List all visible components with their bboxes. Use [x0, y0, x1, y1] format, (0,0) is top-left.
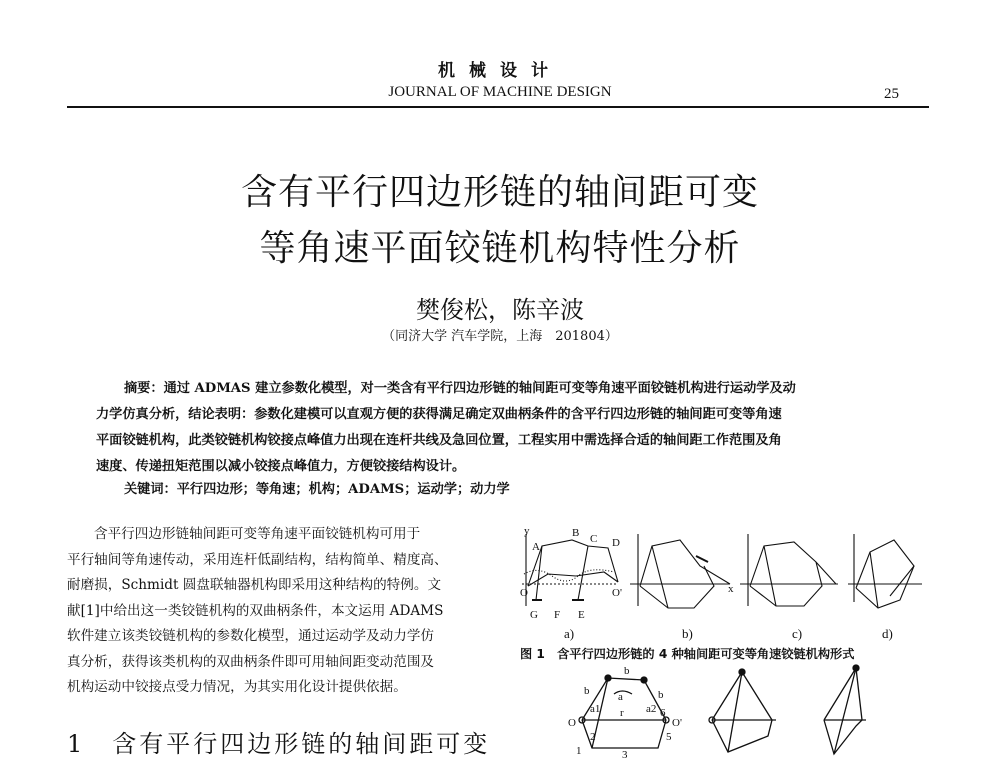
subfigure-label-c: c)	[792, 626, 803, 641]
fig2-label-3: 3	[622, 749, 628, 760]
fig2-label-b-left: b	[584, 685, 590, 697]
fig1-label-O-prime: O'	[612, 587, 622, 599]
subfigure-d	[848, 534, 922, 608]
fig1-label-O: O	[520, 587, 528, 599]
fig2-label-b-right: b	[658, 689, 664, 701]
body-line: 软件建立该类铰链机构的参数化模型，通过运动学及动力学仿	[67, 628, 435, 644]
sketch-3	[824, 665, 866, 754]
fig2-label-r: r	[620, 707, 624, 719]
fig1-label-B: B	[572, 527, 580, 539]
body-paragraph	[67, 522, 479, 701]
paper-title-line-1: 含有平行四边形链的轴间距可变	[240, 172, 759, 213]
fig1-label-G: G	[530, 609, 538, 621]
abstract-line: 力学仿真分析，结论表明：参数化建模可以直观方便的获得满足确定双曲柄条件的含平行四边形链的轴间距可变等角速	[96, 407, 782, 422]
abstract-line: 速度、传递扭矩范围以减小铰接点峰值力，方便铰接结构设计。	[96, 459, 466, 474]
figure-1-linkage-diagrams	[518, 526, 926, 644]
subfigure-labels	[564, 626, 893, 641]
subfigure-b	[630, 534, 730, 608]
keywords-label: 关键词：	[124, 482, 177, 497]
journal-title-en: JOURNAL OF MACHINE DESIGN	[388, 84, 612, 100]
page-number: 25	[884, 86, 899, 102]
body-line: 含平行四边形链轴间距可变等角速平面铰链机构可用于	[94, 526, 421, 542]
fig2-label-1: 1	[576, 745, 582, 757]
body-line: 机构运动中铰接点受力情况，为其实用化设计提供依据。	[67, 679, 407, 695]
body-line: 献[1]中给出这一类铰链机构的双曲柄条件，本文运用 ADAMS	[67, 602, 444, 619]
fig2-label-a: a	[618, 691, 623, 703]
subfigure-label-a: a)	[564, 626, 575, 641]
subfigure-label-b: b)	[682, 626, 693, 641]
paper-title-line-2: 等角速平面铰链机构特性分析	[259, 228, 741, 269]
body-line: 真分析，获得该类机构的双曲柄条件即可用轴间距变动范围及	[67, 653, 435, 670]
figure-1-point-labels	[520, 526, 734, 621]
fig1-label-y: y	[524, 526, 530, 537]
header-rule	[67, 106, 929, 108]
journal-title-cn: 机械设计	[438, 61, 562, 81]
affiliation: （同济大学 汽车学院，上海 201804）	[382, 329, 618, 344]
fig2-label-a1: a1	[590, 703, 601, 715]
fig2-label-O-prime: O'	[672, 717, 682, 729]
figure-1-caption: 图 1 含平行四边形链的 4 种轴间距可变等角速铰链机构形式	[520, 647, 855, 661]
sketch-2	[709, 669, 776, 752]
fig1-label-A: A	[532, 541, 540, 553]
body-line: 平行轴间等角速传动，采用连杆低副结构，结构简单、精度高、	[67, 551, 448, 568]
fig1-label-F: F	[554, 609, 561, 621]
fig2-label-a2: a2	[646, 703, 657, 715]
subfigure-c	[740, 534, 838, 606]
abstract-text: 通过 ADMAS 建立参数化模型，对一类含有平行四边形链的轴间距可变等角速平面铰链机构进行运动学及动	[163, 381, 796, 396]
abstract-line	[96, 376, 906, 402]
section-heading: 1 含有平行四边形链的轴间距可变	[67, 730, 491, 758]
figure-2-linkage-sketches	[562, 664, 892, 760]
fig1-label-D: D	[612, 537, 620, 549]
fig2-label-2: 2	[590, 731, 596, 743]
body-line: 耐磨损，Schmidt 圆盘联轴器机构即采用这种结构的特例。文	[67, 577, 442, 593]
subfigure-label-d: d)	[882, 626, 893, 641]
fig2-label-O: O	[568, 717, 576, 729]
authors: 樊俊松，陈辛波	[416, 296, 584, 324]
fig1-label-x: x	[728, 583, 734, 595]
abstract-label: 摘要：	[124, 381, 164, 396]
keywords-text: 平行四边形；等角速；机构；ADAMS；运动学；动力学	[176, 482, 510, 497]
fig2-label-5: 5	[666, 731, 672, 743]
abstract-line: 平面铰链机构，此类铰链机构铰接点峰值力出现在连杆共线及急回位置，工程实用中需选择合适的轴间距工作范围及角	[96, 433, 782, 448]
fig1-label-C: C	[590, 533, 598, 545]
fig1-label-E: E	[578, 609, 585, 621]
keywords	[124, 478, 510, 497]
abstract	[96, 376, 906, 480]
fig2-label-6: 6	[660, 707, 666, 719]
fig2-label-b-top: b	[624, 665, 630, 677]
